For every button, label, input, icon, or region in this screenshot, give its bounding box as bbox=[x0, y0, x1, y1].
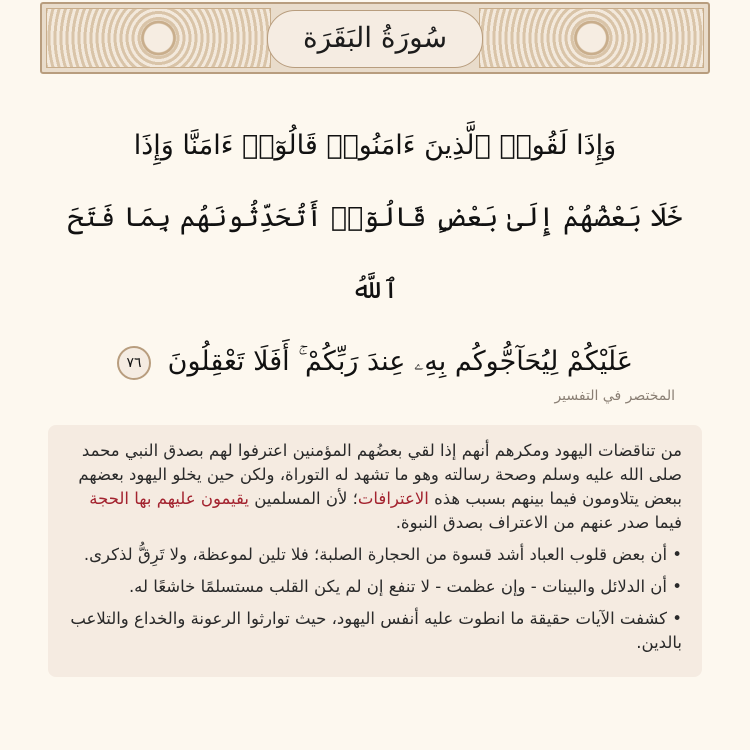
tafsir-source-label[interactable]: المختصر في التفسير bbox=[554, 388, 675, 404]
surah-title: سُورَةُ البَقَرَة bbox=[302, 21, 448, 54]
tafsir-point: • كشفت الآيات حقيقة ما انطوت عليه أنفس اليهود، حيث توارثوا الرعونة والخداع والتلاعب بالدين. bbox=[70, 609, 682, 652]
verse-text[interactable] bbox=[40, 110, 710, 398]
text: فيما صدر عنهم من الاعتراف بصدق النبوة. bbox=[395, 513, 682, 532]
highlight: الاعترافات bbox=[357, 489, 429, 508]
highlight: يقيمون عليهم بها الحجة bbox=[89, 489, 249, 508]
verse-number-badge: ٧٦ bbox=[117, 346, 151, 380]
verse-line: خَلَا بَعْضُهُمْ إِلَىٰ بَعْضٍ قَالُوٓا۟ أَتُحَدِّثُونَهُم بِمَا فَتَحَ ٱللَّهُ bbox=[67, 202, 683, 305]
tafsir-point: • أن بعض قلوب العباد أشد قسوة من الحجارة الصلبة؛ فلا تلين لموعظة، ولا تَرِقُّ لذكرى. bbox=[83, 545, 682, 564]
tafsir-card bbox=[48, 425, 702, 677]
text: من تناقضات اليهود ومكرهم أنهم إذا لقي بعضُهم المؤمنين اعترفوا لهم بصدق النبي محمد صلى الله عليه وسلم وصحة رسالته وهو ما تشهد له التوراة، ولكن حين يخلو اليهود بعضهم ببعض يتلاومون فيما بينهم بسبب هذه bbox=[78, 441, 682, 508]
tafsir-point: • أن الدلائل والبينات - وإن عظمت - لا تنفع إن لم يكن القلب مستسلمًا خاشعًا له. bbox=[128, 577, 682, 596]
verse-line-text: عَلَيْكُمْ لِيُحَآجُّوكُم بِهِۦ عِندَ رَبِّكُمْ ۚ أَفَلَا تَعْقِلُونَ bbox=[167, 346, 633, 377]
surah-header-banner bbox=[40, 2, 710, 74]
text: ؛ لأن المسلمين bbox=[248, 489, 358, 508]
verse-line: وَإِذَا لَقُوا۟ ٱلَّذِينَ ءَامَنُوا۟ قَالُوٓا۟ ءَامَنَّا وَإِذَا bbox=[133, 130, 617, 161]
tafsir-intro bbox=[68, 439, 682, 535]
